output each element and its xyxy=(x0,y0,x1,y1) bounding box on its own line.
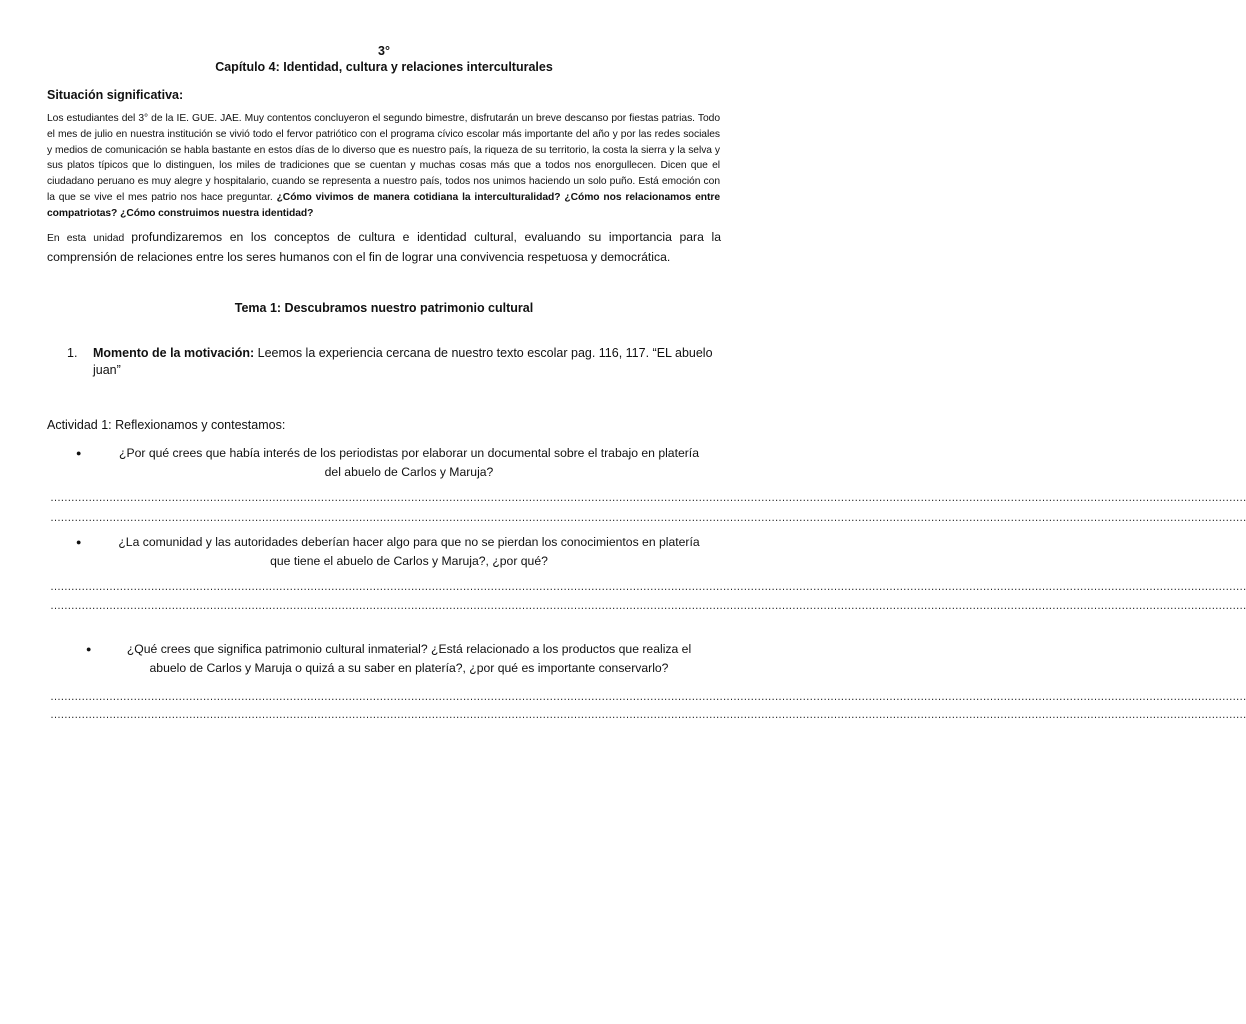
grade-label: 3° xyxy=(378,44,390,58)
question-1-line-1: ¿Por qué crees que había interés de los periodistas por elaborar un documental sobre el trabajo en platería xyxy=(119,446,699,460)
topic-title: Tema 1: Descubramos nuestro patrimonio cultural xyxy=(234,301,534,315)
answer-line[interactable]: ………………………………………………………………………………………………………………………………………………………………………………………………………………………………………………………………………………………………………………… xyxy=(50,512,1246,524)
bullet-icon: ● xyxy=(76,448,82,458)
question-2-line-1: ¿La comunidad y las autoridades deberían hacer algo para que no se pierdan los conocimientos en platería xyxy=(118,535,700,549)
question-2-line-2: que tiene el abuelo de Carlos y Maruja?, ¿por qué? xyxy=(270,554,548,568)
motivation-number: 1. xyxy=(67,346,78,360)
motivation-text xyxy=(93,345,721,379)
answer-line[interactable]: ………………………………………………………………………………………………………………………………………………………………………………………………………………………………………………………………………………………………………………… xyxy=(50,492,1246,504)
question-3-line-1: ¿Qué crees que significa patrimonio cultural inmaterial? ¿Está relacionado a los productos que realiza el xyxy=(126,642,692,656)
answer-line[interactable]: ………………………………………………………………………………………………………………………………………………………………………………………………………………………………………………………………………………………………………………… xyxy=(50,600,1246,612)
bullet-icon: ● xyxy=(76,537,82,547)
question-1-text xyxy=(96,444,722,482)
question-3-line-2: abuelo de Carlos y Maruja o quizá a su saber en platería?, ¿por qué es importante conservarlo? xyxy=(149,661,669,675)
situation-heading: Situación significativa: xyxy=(47,88,184,102)
question-1-line-2: del abuelo de Carlos y Maruja? xyxy=(324,465,494,479)
question-1 xyxy=(76,444,722,484)
question-2 xyxy=(76,533,722,573)
chapter-title: Capítulo 4: Identidad, cultura y relaciones interculturales xyxy=(215,60,553,74)
answer-line[interactable]: ………………………………………………………………………………………………………………………………………………………………………………………………………………………………………………………………………………………………………………… xyxy=(50,581,1246,593)
activity-title: Actividad 1: Reflexionamos y contestamos: xyxy=(47,418,286,432)
situation-questions: ¿Cómo vivimos de manera cotidiana la interculturalidad? ¿Cómo nos relacionamos entre compatriotas? ¿Cómo construimos nuestra identidad? xyxy=(47,191,720,219)
unit-text: profundizaremos en los conceptos de cultura e identidad cultural, evaluando su importancia para la comprensión de relaciones entre los seres humanos con el fin de lograr una convivencia respetuosa y democrática. xyxy=(47,230,722,264)
question-3 xyxy=(86,640,722,680)
situation-text: Los estudiantes del 3° de la IE. GUE. JAE. Muy contentos concluyeron el segundo bimestre, disfrutarán un breve descanso por fiestas patrias. Todo el mes de julio en nuestra institución se vivió todo el fervor patriótico con el programa cívico escolar más importante del año y por las redes sociales y medios de comunicación se habla bastante en estos días de lo diverso que es nuestro país, la riqueza de su territorio, la costa la sierra y la selva y sus platos típicos que lo distinguen, los miles de tradiciones que se cuentan y muchas cosas más que a todos nos enorgullecen. Dicen que el ciudadano peruano es muy alegre y hospitalario, cuando se representa a nuestro país, todos nos unimos haciendo un solo puño. Está emoción con la que se vive el mes patrio nos hace preguntar. xyxy=(47,113,720,203)
motivation-label: Momento de la motivación: xyxy=(93,346,255,360)
question-2-text xyxy=(96,533,722,571)
unit-paragraph xyxy=(47,228,721,266)
answer-line[interactable]: ………………………………………………………………………………………………………………………………………………………………………………………………………………………………………………………………………………………………………………… xyxy=(50,709,1246,721)
bullet-icon: ● xyxy=(86,644,92,654)
motivation-body: Leemos la experiencia cercana de nuestro texto escolar pag. 116, 117. “EL abuelo juan” xyxy=(93,346,713,377)
question-3-text xyxy=(106,640,712,678)
situation-paragraph xyxy=(47,111,720,222)
unit-intro: En esta unidad xyxy=(47,233,132,244)
answer-line[interactable]: ………………………………………………………………………………………………………………………………………………………………………………………………………………………………………………………………………………………………………………… xyxy=(50,691,1246,703)
